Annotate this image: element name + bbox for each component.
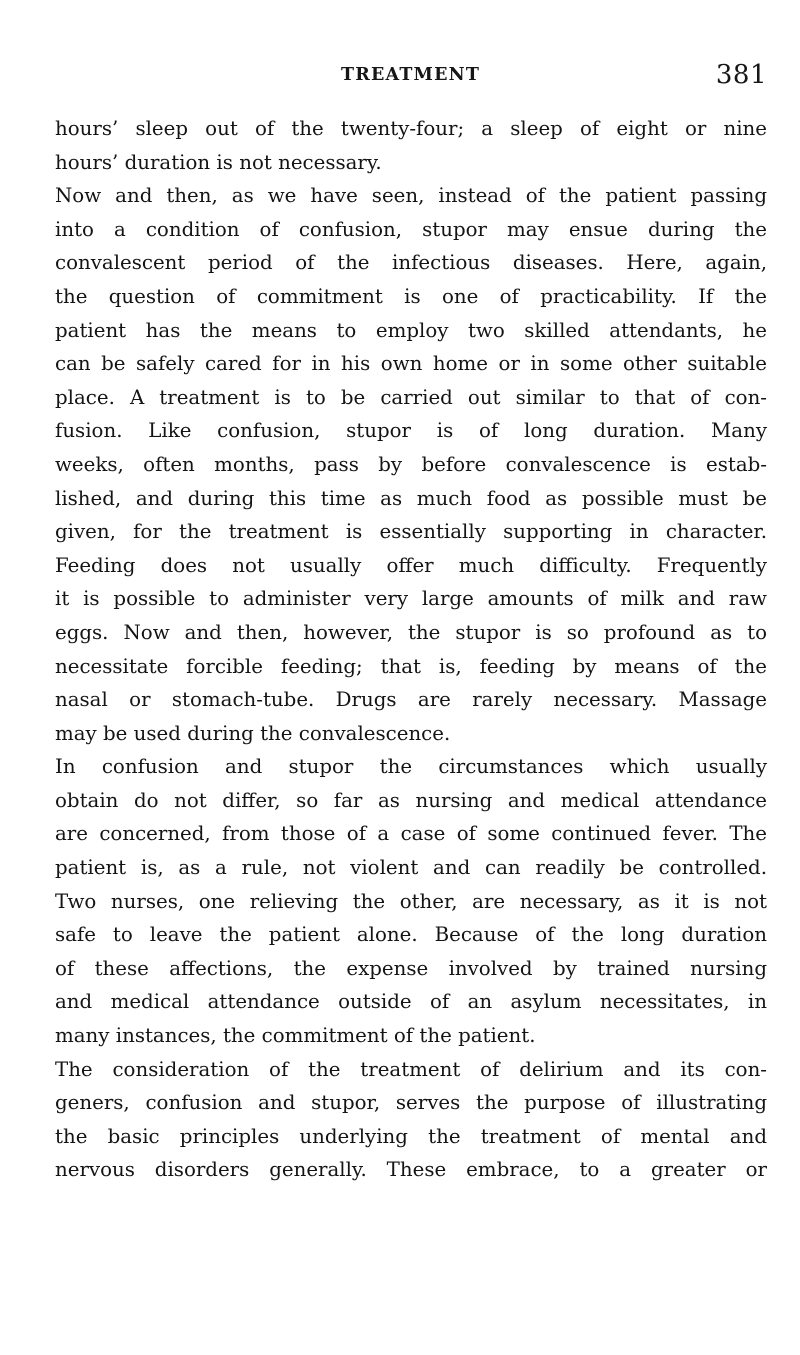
text-line: In confusion and stupor the circumstances which usually [55,755,767,779]
text-line: lished, and during this time as much food as possible must be [55,486,767,510]
text-line: hours’ duration is not necessary. [55,150,382,174]
text-line: the question of commitment is one of practicability. If the [55,284,767,308]
text-line: patient is, as a rule, not violent and can readily be controlled. [55,856,767,880]
page-number: 381 [715,60,767,90]
text-line: eggs. Now and then, however, the stupor is so profound as to [55,620,767,644]
text-line: Feeding does not usually offer much difficulty. Frequently [55,553,767,577]
text-line: place. A treatment is to be carried out similar to that of con- [55,385,767,409]
running-head-title: TREATMENT [341,65,481,85]
text-line: weeks, often months, pass by before convalescence is estab- [55,452,767,476]
text-line: nasal or stomach-tube. Drugs are rarely necessary. Massage [55,688,767,712]
text-line: The consideration of the treatment of delirium and its con- [55,1057,767,1081]
text-line: and medical attendance outside of an asylum necessitates, in [55,990,767,1014]
text-line: convalescent period of the infectious diseases. Here, again, [55,251,767,275]
text-line: nervous disorders generally. These embrace, to a greater or [55,1158,767,1182]
text-line: safe to leave the patient alone. Because of the long duration [55,923,767,947]
text-line: are concerned, from those of a case of some continued fever. The [55,822,767,846]
text-line: hours’ sleep out of the twenty-four; a sleep of eight or nine [55,117,767,140]
body-text [55,112,767,1187]
text-line: Two nurses, one relieving the other, are necessary, as it is not [55,889,767,913]
text-line: geners, confusion and stupor, serves the purpose of illustrating [55,1091,767,1115]
text-line: of these affections, the expense involved by trained nursing [55,956,767,980]
running-head [55,60,767,100]
text-line: Now and then, as we have seen, instead of the patient passing [55,184,767,208]
text-line: can be safely cared for in his own home or in some other suitable [55,352,767,376]
text-line: given, for the treatment is essentially supporting in character. [55,520,767,544]
text-line: necessitate forcible feeding; that is, feeding by means of the [55,654,767,678]
text-line: fusion. Like confusion, stupor is of long duration. Many [55,419,767,443]
text-line: into a condition of confusion, stupor may ensue during the [55,217,767,241]
text-line: many instances, the commitment of the patient. [55,1024,536,1048]
text-line: may be used during the convalescence. [55,721,451,745]
text-line: it is possible to administer very large amounts of milk and raw [55,587,767,611]
text-line: patient has the means to employ two skilled attendants, he [55,318,767,342]
text-line: the basic principles underlying the treatment of mental and [55,1124,767,1148]
text-line: obtain do not differ, so far as nursing and medical attendance [55,788,767,812]
